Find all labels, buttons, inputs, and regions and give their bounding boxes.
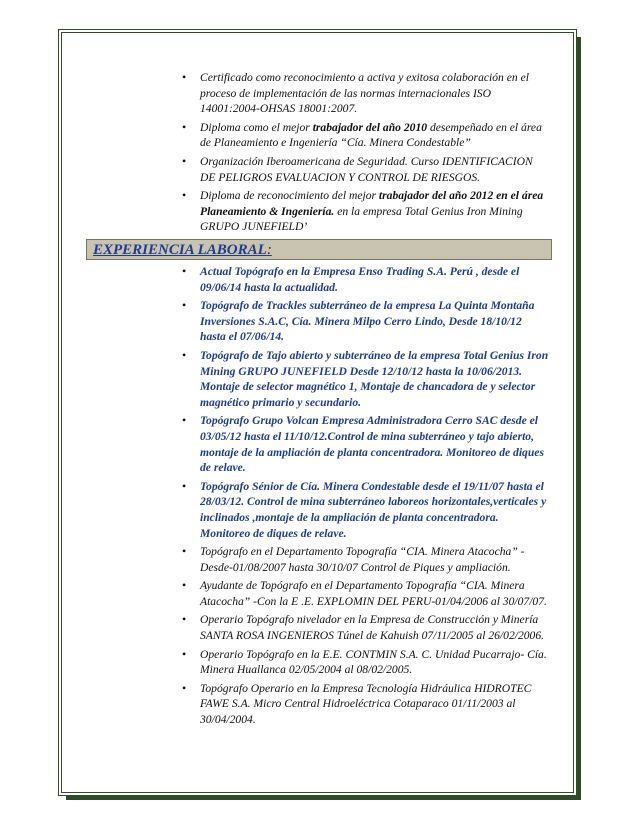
- experience-list: [200, 264, 550, 731]
- experience-item: • Topógrafo Sénior de Cía. Minera Condestable desde el 19/11/07 hasta el 28/03/12. Control de mina subterráneo laboreos horizontales,verticales y inclinados ,montaje de la ampliación de planta concentradora. Monitoreo de diques de relave.: [200, 479, 550, 541]
- experience-item: • Operario Topógrafo nivelador en la Empresa de Construcción y Minería SANTA ROSA INGENIEROS Túnel de Kahuish 07/11/2005 al 26/02/2006.: [200, 612, 550, 643]
- section-title: EXPERIENCIA LABORAL:: [93, 242, 272, 258]
- certifications-list: [200, 70, 550, 238]
- experience-item: • Actual Topógrafo en la Empresa Enso Trading S.A. Perú , desde el 09/06/14 hasta la actualidad.: [200, 264, 550, 295]
- experience-item: • Ayudante de Topógrafo en el Departamento Topografía “CIA. Minera Atacocha” -Con la E .E. EXPLOMIN DEL PERU-01/04/2006 al 30/07/07.: [200, 578, 550, 609]
- experience-item: • Topógrafo en el Departamento Topografía “CIA. Minera Atacocha” -Desde-01/08/2007 hasta 30/10/07 Control de Piques y ampliación.: [200, 544, 550, 575]
- experience-item: • Topógrafo de Tajo abierto y subterráneo de la empresa Total Genius Iron Mining GRUPO JUNEFIELD Desde 12/10/12 hasta la 10/06/2013. Montaje de selector magnético 1, Montaje de chancadora de y selector magnético primario y secundario.: [200, 348, 550, 410]
- experience-item: • Topógrafo Grupo Volcan Empresa Administradora Cerro SAC desde el 03/05/12 hasta el 11/10/12.Control de mina subterráneo y tajo abierto, montaje de la ampliación de planta concentradora. Monitoreo de diques de relave.: [200, 413, 550, 475]
- cert-item: • Diploma como el mejor trabajador del año 2010 desempeñado en el área de Planeamiento e Ingeniería “Cía. Minera Condestable”: [200, 120, 550, 151]
- cert-item: • Certificado como reconocimiento a activa y exitosa colaboración en el proceso de implementación de las normas internacionales ISO 14001:2004-OHSAS 18001:2007.: [200, 70, 550, 117]
- section-header: [86, 239, 552, 260]
- experience-item: • Operario Topógrafo en la E.E. CONTMIN S.A. C. Unidad Pucarrajo- Cía. Minera Huallanca 02/05/2004 al 08/02/2005.: [200, 647, 550, 678]
- experience-item: • Topógrafo Operario en la Empresa Tecnología Hidráulica HIDROTEC FAWE S.A. Micro Central Hidroeléctrica Cotaparaco 01/11/2003 al 30/04/2004.: [200, 681, 550, 728]
- experience-item: • Topógrafo de Trackles subterráneo de la empresa La Quinta Montaña Inversiones S.A.C, Cía. Minera Milpo Cerro Lindo, Desde 18/10/12 hasta el 07/06/14.: [200, 298, 550, 345]
- cert-item: • Organización Iberoamericana de Seguridad. Curso IDENTIFICACION DE PELIGROS EVALUACION Y CONTROL DE RIESGOS.: [200, 154, 550, 185]
- cert-item: • Diploma de reconocimiento del mejor trabajador del año 2012 en el área Planeamiento & Ingeniería. en la empresa Total Genius Iron Mining GRUPO JUNEFIELD’: [200, 188, 550, 235]
